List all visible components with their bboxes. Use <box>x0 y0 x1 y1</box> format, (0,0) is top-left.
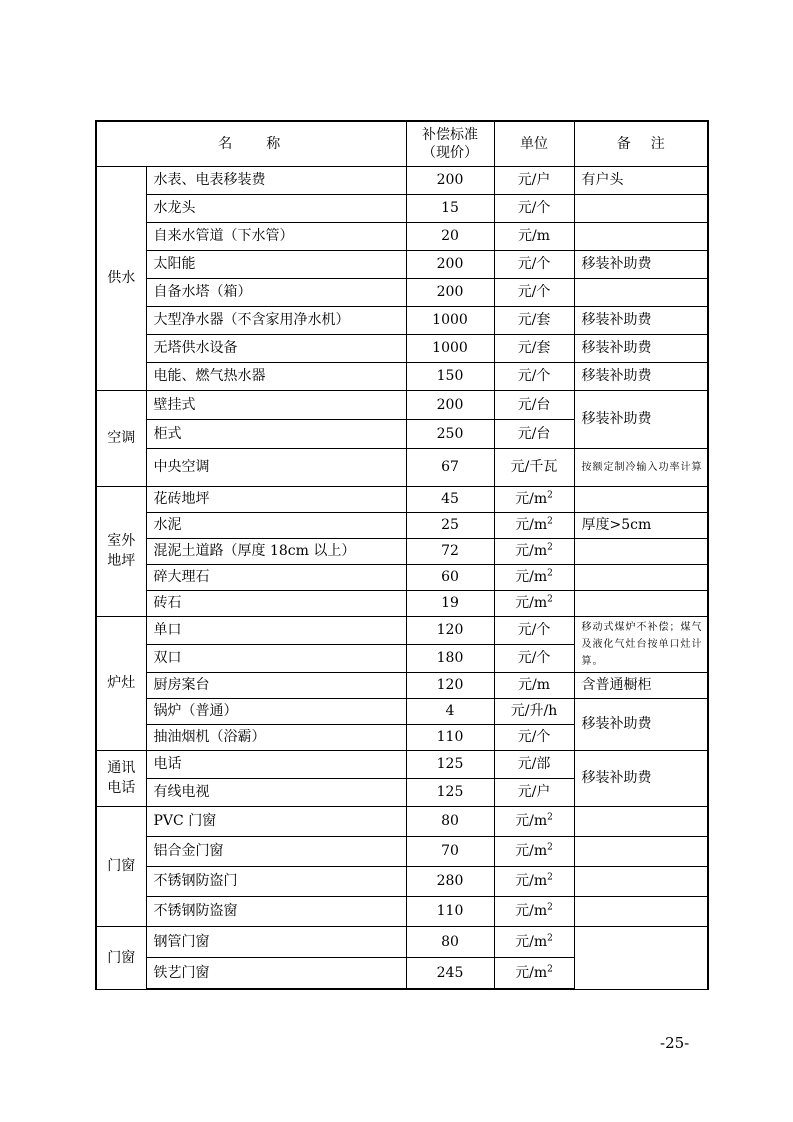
item-note: 移装补助费 <box>574 334 708 362</box>
table-row <box>96 486 708 512</box>
item-note: 按额定制冷输入功率计算 <box>574 448 708 486</box>
table-row <box>96 866 708 896</box>
unit-text: 元/m <box>515 517 548 533</box>
item-note <box>574 222 708 250</box>
item-note: 厚度>5cm <box>574 512 708 538</box>
item-standard: 120 <box>406 616 494 644</box>
item-unit: 元/升/h <box>494 698 574 724</box>
unit-text: 元/m <box>515 491 548 507</box>
item-name: PVC 门窗 <box>146 806 406 836</box>
item-standard: 280 <box>406 866 494 896</box>
item-note <box>574 590 708 616</box>
compensation-table <box>95 120 709 990</box>
item-standard: 19 <box>406 590 494 616</box>
table-row <box>96 896 708 926</box>
unit-text: 元/m <box>515 873 548 889</box>
item-standard: 60 <box>406 564 494 590</box>
item-note: 有户头 <box>574 166 708 194</box>
header-unit: 单位 <box>494 121 574 166</box>
item-unit: 元/个 <box>494 250 574 278</box>
item-name: 太阳能 <box>146 250 406 278</box>
item-standard: 80 <box>406 926 494 957</box>
group-window-2: 门窗 <box>96 926 146 989</box>
item-unit <box>494 564 574 590</box>
item-standard: 20 <box>406 222 494 250</box>
header-standard <box>406 121 494 166</box>
item-standard: 110 <box>406 896 494 926</box>
item-note <box>574 896 708 926</box>
item-name: 水表、电表移装费 <box>146 166 406 194</box>
unit-text: 元/m <box>515 595 548 611</box>
item-name: 电话 <box>146 750 406 778</box>
table-row <box>96 836 708 866</box>
item-standard: 45 <box>406 486 494 512</box>
item-note <box>574 836 708 866</box>
group-stove: 炉灶 <box>96 616 146 750</box>
item-standard: 4 <box>406 698 494 724</box>
unit-superscript: 2 <box>547 842 553 853</box>
item-standard: 15 <box>406 194 494 222</box>
table-row <box>96 306 708 334</box>
item-standard: 1000 <box>406 334 494 362</box>
table-row <box>96 750 708 778</box>
table-row <box>96 362 708 390</box>
table-header-row <box>96 121 708 166</box>
item-unit: 元/个 <box>494 644 574 672</box>
item-unit <box>494 590 574 616</box>
unit-superscript: 2 <box>547 932 553 943</box>
item-unit: 元/户 <box>494 778 574 806</box>
header-standard-line2: （现价） <box>422 144 478 161</box>
table-row <box>96 166 708 194</box>
item-note: 移装补助费 <box>574 698 708 750</box>
item-standard: 67 <box>406 448 494 486</box>
item-unit: 元/台 <box>494 390 574 419</box>
item-note <box>574 866 708 896</box>
item-note: 移装补助费 <box>574 306 708 334</box>
item-unit: 元/m <box>494 222 574 250</box>
item-name: 自备水塔（箱） <box>146 278 406 306</box>
item-name: 锅炉（普通） <box>146 698 406 724</box>
item-name: 柜式 <box>146 419 406 448</box>
item-standard: 245 <box>406 957 494 989</box>
table-row <box>96 616 708 644</box>
table-row <box>96 390 708 419</box>
item-standard: 80 <box>406 806 494 836</box>
item-unit: 元/部 <box>494 750 574 778</box>
item-unit: 元/户 <box>494 166 574 194</box>
item-standard: 200 <box>406 278 494 306</box>
item-unit: 元/个 <box>494 724 574 750</box>
table-row <box>96 222 708 250</box>
item-note <box>574 486 708 512</box>
group-window-1: 门窗 <box>96 806 146 926</box>
item-note <box>574 806 708 836</box>
item-note <box>574 926 708 989</box>
item-note: 移装补助费 <box>574 750 708 806</box>
item-name: 厨房案台 <box>146 672 406 698</box>
item-unit: 元/个 <box>494 362 574 390</box>
item-unit: 元/个 <box>494 194 574 222</box>
unit-text: 元/m <box>515 543 548 559</box>
item-name: 碎大理石 <box>146 564 406 590</box>
item-standard: 200 <box>406 166 494 194</box>
item-note: 移装补助费 <box>574 250 708 278</box>
item-unit: 元/千瓦 <box>494 448 574 486</box>
item-unit <box>494 806 574 836</box>
item-name: 砖石 <box>146 590 406 616</box>
unit-superscript: 2 <box>547 516 553 527</box>
item-unit: 元/套 <box>494 306 574 334</box>
unit-text: 元/m <box>515 813 548 829</box>
header-note: 备注 <box>574 121 708 166</box>
unit-superscript: 2 <box>547 490 553 501</box>
item-name: 壁挂式 <box>146 390 406 419</box>
item-note <box>574 278 708 306</box>
table-row <box>96 564 708 590</box>
item-unit: 元/台 <box>494 419 574 448</box>
item-standard: 25 <box>406 512 494 538</box>
table-row <box>96 448 708 486</box>
table-row <box>96 698 708 724</box>
item-name: 不锈钢防盗窗 <box>146 896 406 926</box>
unit-superscript: 2 <box>547 594 553 605</box>
unit-superscript: 2 <box>547 568 553 579</box>
item-note <box>574 194 708 222</box>
item-standard: 110 <box>406 724 494 750</box>
table-row <box>96 334 708 362</box>
unit-superscript: 2 <box>547 902 553 913</box>
item-note <box>574 564 708 590</box>
unit-superscript: 2 <box>547 542 553 553</box>
item-standard: 72 <box>406 538 494 564</box>
item-standard: 1000 <box>406 306 494 334</box>
item-unit <box>494 836 574 866</box>
item-standard: 150 <box>406 362 494 390</box>
item-unit: 元/套 <box>494 334 574 362</box>
table-row <box>96 250 708 278</box>
table-row <box>96 194 708 222</box>
item-unit: 元/个 <box>494 278 574 306</box>
item-unit <box>494 866 574 896</box>
header-standard-line1: 补偿标准 <box>422 126 478 143</box>
item-name: 钢管门窗 <box>146 926 406 957</box>
table-row <box>96 538 708 564</box>
table-row <box>96 672 708 698</box>
item-name: 水龙头 <box>146 194 406 222</box>
item-note <box>574 538 708 564</box>
item-name: 有线电视 <box>146 778 406 806</box>
group-telecom-label: 通讯电话 <box>107 760 136 796</box>
item-name: 混泥土道路（厚度 18cm 以上） <box>146 538 406 564</box>
item-name: 电能、燃气热水器 <box>146 362 406 390</box>
item-note: 移动式煤炉不补偿；煤气及液化气灶台按单口灶计算。 <box>574 616 708 672</box>
unit-text: 元/m <box>515 933 548 950</box>
item-unit <box>494 512 574 538</box>
item-note: 移装补助费 <box>574 390 708 448</box>
item-name: 水泥 <box>146 512 406 538</box>
unit-text: 元/m <box>515 843 548 859</box>
unit-superscript: 2 <box>547 964 553 975</box>
item-unit: 元/个 <box>494 616 574 644</box>
group-water: 供水 <box>96 166 146 390</box>
table-row <box>96 512 708 538</box>
group-floor-label: 室外地坪 <box>107 533 136 569</box>
group-telecom <box>96 750 146 806</box>
table-row <box>96 590 708 616</box>
item-unit <box>494 957 574 989</box>
item-standard: 125 <box>406 750 494 778</box>
item-standard: 180 <box>406 644 494 672</box>
page-number: -25- <box>660 1034 690 1052</box>
item-unit <box>494 538 574 564</box>
unit-superscript: 2 <box>547 872 553 883</box>
item-unit <box>494 896 574 926</box>
item-standard: 120 <box>406 672 494 698</box>
item-name: 铝合金门窗 <box>146 836 406 866</box>
item-name: 不锈钢防盗门 <box>146 866 406 896</box>
item-name: 大型净水器（不含家用净水机） <box>146 306 406 334</box>
item-standard: 70 <box>406 836 494 866</box>
item-standard: 200 <box>406 390 494 419</box>
unit-text: 元/m <box>515 569 548 585</box>
item-note: 移装补助费 <box>574 362 708 390</box>
table-row <box>96 278 708 306</box>
unit-superscript: 2 <box>547 812 553 823</box>
item-name: 铁艺门窗 <box>146 957 406 989</box>
item-name: 单口 <box>146 616 406 644</box>
item-note: 含普通橱柜 <box>574 672 708 698</box>
unit-text: 元/m <box>515 903 548 919</box>
item-standard: 125 <box>406 778 494 806</box>
item-name: 无塔供水设备 <box>146 334 406 362</box>
group-ac: 空调 <box>96 390 146 486</box>
item-unit <box>494 486 574 512</box>
item-unit <box>494 926 574 957</box>
item-unit: 元/m <box>494 672 574 698</box>
item-name: 花砖地坪 <box>146 486 406 512</box>
group-floor <box>96 486 146 616</box>
item-standard: 250 <box>406 419 494 448</box>
item-name: 双口 <box>146 644 406 672</box>
item-name: 自来水管道（下水管） <box>146 222 406 250</box>
table-row <box>96 926 708 957</box>
item-name: 中央空调 <box>146 448 406 486</box>
unit-text: 元/m <box>515 964 548 981</box>
item-name: 抽油烟机（浴霸） <box>146 724 406 750</box>
table-row <box>96 806 708 836</box>
item-standard: 200 <box>406 250 494 278</box>
header-name: 名称 <box>96 121 406 166</box>
